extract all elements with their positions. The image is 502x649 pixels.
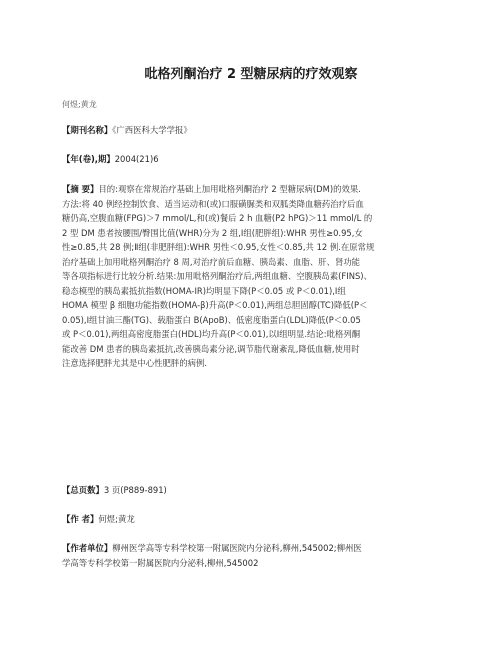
abstract-label: 【摘 要】 [62,184,99,194]
abstract-line: 治疗基础上加用吡格列酮治疗 8 周,对治疗前后血糖、胰岛素、血脂、肝、肾功能 [62,256,361,267]
affiliation-line: 学高等专科学校第一附属医院内分泌科,柳州,545002 [62,557,259,568]
year-issue-field [62,152,442,167]
author-byline: 何煜;黄龙 [62,100,97,109]
abstract-line: 方法:将 40 例经控制饮食、适当运动和(或)口服磺脲类和双胍类降血糖药治疗后血 [62,198,364,209]
journal-field [62,123,442,138]
abstract-line: 2 型 DM 患者按腰围/臀围比值(WHR)分为 2 组,Ⅰ组(肥胖组):WHR 男性≥0.95,女 [62,227,363,238]
authors-label: 【作 者】 [62,514,99,524]
abstract-line: 注意选择肥胖尤其是中心性肥胖的病例. [62,358,208,368]
document-title: 吡格列酮治疗 2 型糖尿病的疗效观察 [144,67,358,82]
affiliation-label: 【作者单位】 [62,543,113,553]
journal-label: 【期刊名称】 [62,125,113,135]
abstract-line: 目的:观察在常规治疗基础上加用吡格列酮治疗 2 型糖尿病(DM)的效果. [98,184,361,194]
abstract-line: 等各项指标进行比较分析.结果:加用吡格列酮治疗后,两组血糖、空腹胰岛素(FINS)、 [62,271,372,281]
abstract-line: HOMA 模型 β 细胞功能指数(HOMA-β)升高(P＜0.01),两组总胆固醇(TC)降低(P＜ [62,300,368,310]
abstract-line: 或 P＜0.01),两组高密度脂蛋白(HDL)均升高(P＜0.01),以Ⅰ组明显.结论:吡格列酮 [62,329,361,339]
affiliation-field [62,541,442,570]
abstract-line: 稳态模型的胰岛素抵抗指数(HOMA-IR)均明显下降(P＜0.05 或 P＜0.01),Ⅰ组 [62,285,346,296]
abstract-line: 糖仍高,空腹血糖(FPG)＞7 mmol/L,和(或)餐后 2 h 血糖(P2 hPG)＞11 mmol/L 的 [62,213,373,223]
authors-field [62,512,442,527]
year-issue-value: 2004(21)6 [114,154,159,164]
abstract-field [62,182,442,371]
year-issue-label: 【年(卷),期】 [62,154,115,164]
pages-label: 【总页数】 [62,485,104,495]
pages-value: 3 页(P889-891) [103,485,167,495]
abstract-line: 性≥0.85,共 28 例;Ⅱ组(非肥胖组):WHR 男性＜0.95,女性＜0.85,共 12 例.在原常规 [62,242,375,252]
authors-value: 何煜;黄龙 [98,514,135,524]
abstract-line: 0.05),Ⅰ组甘油三酯(TG)、载脂蛋白 B(ApoB)、低密度脂蛋白(LDL)降低(P＜0.05 [62,314,361,325]
affiliation-line: 柳州医学高等专科学校第一附属医院内分泌科,柳州,545002;柳州医 [112,543,362,553]
abstract-line: 能改善 DM 患者的胰岛素抵抗,改善胰岛素分泌,调节脂代谢紊乱,降低血糖,使用时 [62,343,360,354]
journal-value: 《广西医科大学学报》 [112,125,192,135]
pages-field [62,483,442,498]
